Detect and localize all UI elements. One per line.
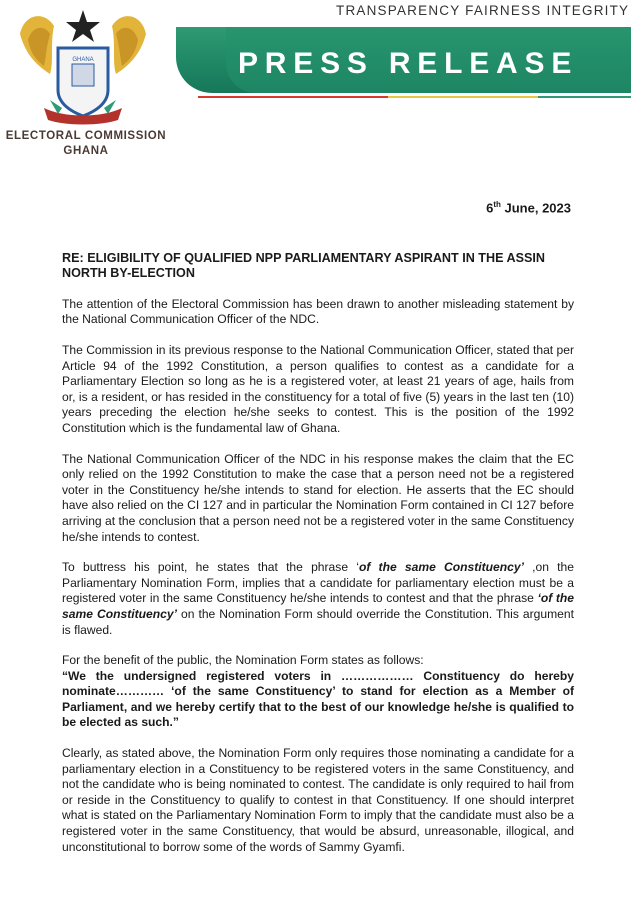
p5-intro: For the benefit of the public, the Nomination Form states as follows: [62, 653, 424, 668]
paragraph-5 [62, 653, 574, 731]
release-heading: RE: ELIGIBILITY OF QUALIFIED NPP PARLIAMENTARY ASPIRANT IN THE ASSIN NORTH BY-ELECTION [62, 251, 546, 281]
p4-text-c: ,on the Parliamentary Nomination Form, implies that a candidate for parliamentary election must be a registered voter in the same Constituency he/she intends to contest and that the phrase [62, 560, 574, 606]
ec-crest-icon [14, 4, 152, 128]
org-line-2: GHANA [63, 145, 109, 157]
p4-phrase-1: of the same Constituency’ [358, 560, 524, 575]
date-day: 6 [486, 200, 494, 216]
paragraph-2: The Commission in its previous response to the National Communication Officer, stated that per Article 94 of the 1992 Constitution, a person qualifies to contest as a candidate for a Parliamentary Election so long as he is a registered voter, at least 21 years of age, hails from or, is a resident, or has resided in the constituency for a total of five (5) years in the last ten (10) years preceding the election he/she seeks to contest. This is the position of the 1992 Constitution which is the fundamental law of Ghana. [62, 343, 574, 435]
stripe-red [198, 96, 388, 98]
p4-phrase-2: ‘of the same Constituency’ [62, 591, 574, 621]
p4-text-a: To buttress his point, he states that the phrase ‘ [62, 560, 359, 575]
release-date [486, 200, 571, 215]
stripe-gold [388, 96, 538, 98]
org-line-1: ELECTORAL COMMISSION [5, 130, 167, 142]
paragraph-6: Clearly, as stated above, the Nomination Form only requires those nominating a candidate for a parliamentary election in a Constituency to be registered voters in the same Constituency, and not the candidate who is being nominated to contest. The candidate is only required to hail from or reside in the Constituency to qualify to contest in that Constituency. If one should interpret what is stated on the Parliamentary Nomination Form to imply that the candidate must also be a registered voter in the same Constituency, that would be absurd, unreasonable, illogical, and unconstitutional to borrow some of the words of Sammy Gyamfi. [62, 746, 574, 854]
organization-name [0, 129, 172, 159]
tagline: TRANSPARENCY FAIRNESS INTEGRITY [336, 3, 630, 18]
press-release-body [62, 251, 574, 870]
paragraph-3: The National Communication Officer of the NDC in his response makes the claim that the EC only relied on the 1992 Constitution to make the case that a person need not be a registered voter in the Constituency he/she intends to stand for election. He asserts that the EC should have also relied on the CI 127 and in particular the Nomination Form contained in CI 127 before arriving at the conclusion that a person need not be a registered voter in the same Constituency he/she intends to contest. [62, 451, 574, 544]
banner-title: PRESS RELEASE [238, 47, 579, 80]
nomination-form-quote: “We the undersigned registered voters in ……………… Constituency do hereby nominate………… ‘of the same Constituency’ to stand for election as a Member of Parliament, and we hereby certify that to the best of our knowledge he/she is qualified to be elected as such.” [62, 668, 574, 730]
date-rest: June, 2023 [500, 200, 571, 216]
paragraph-4 [62, 560, 574, 638]
date-suffix: th [493, 200, 501, 209]
paragraph-1: The attention of the Electoral Commission has been drawn to another misleading statement by the National Communication Officer of the NDC. [62, 296, 574, 327]
stripe-green [538, 96, 631, 98]
p4-text-e: on the Nomination Form should override the Constitution. This argument is flawed. [62, 606, 574, 637]
svg-text:GHANA: GHANA [72, 57, 94, 63]
